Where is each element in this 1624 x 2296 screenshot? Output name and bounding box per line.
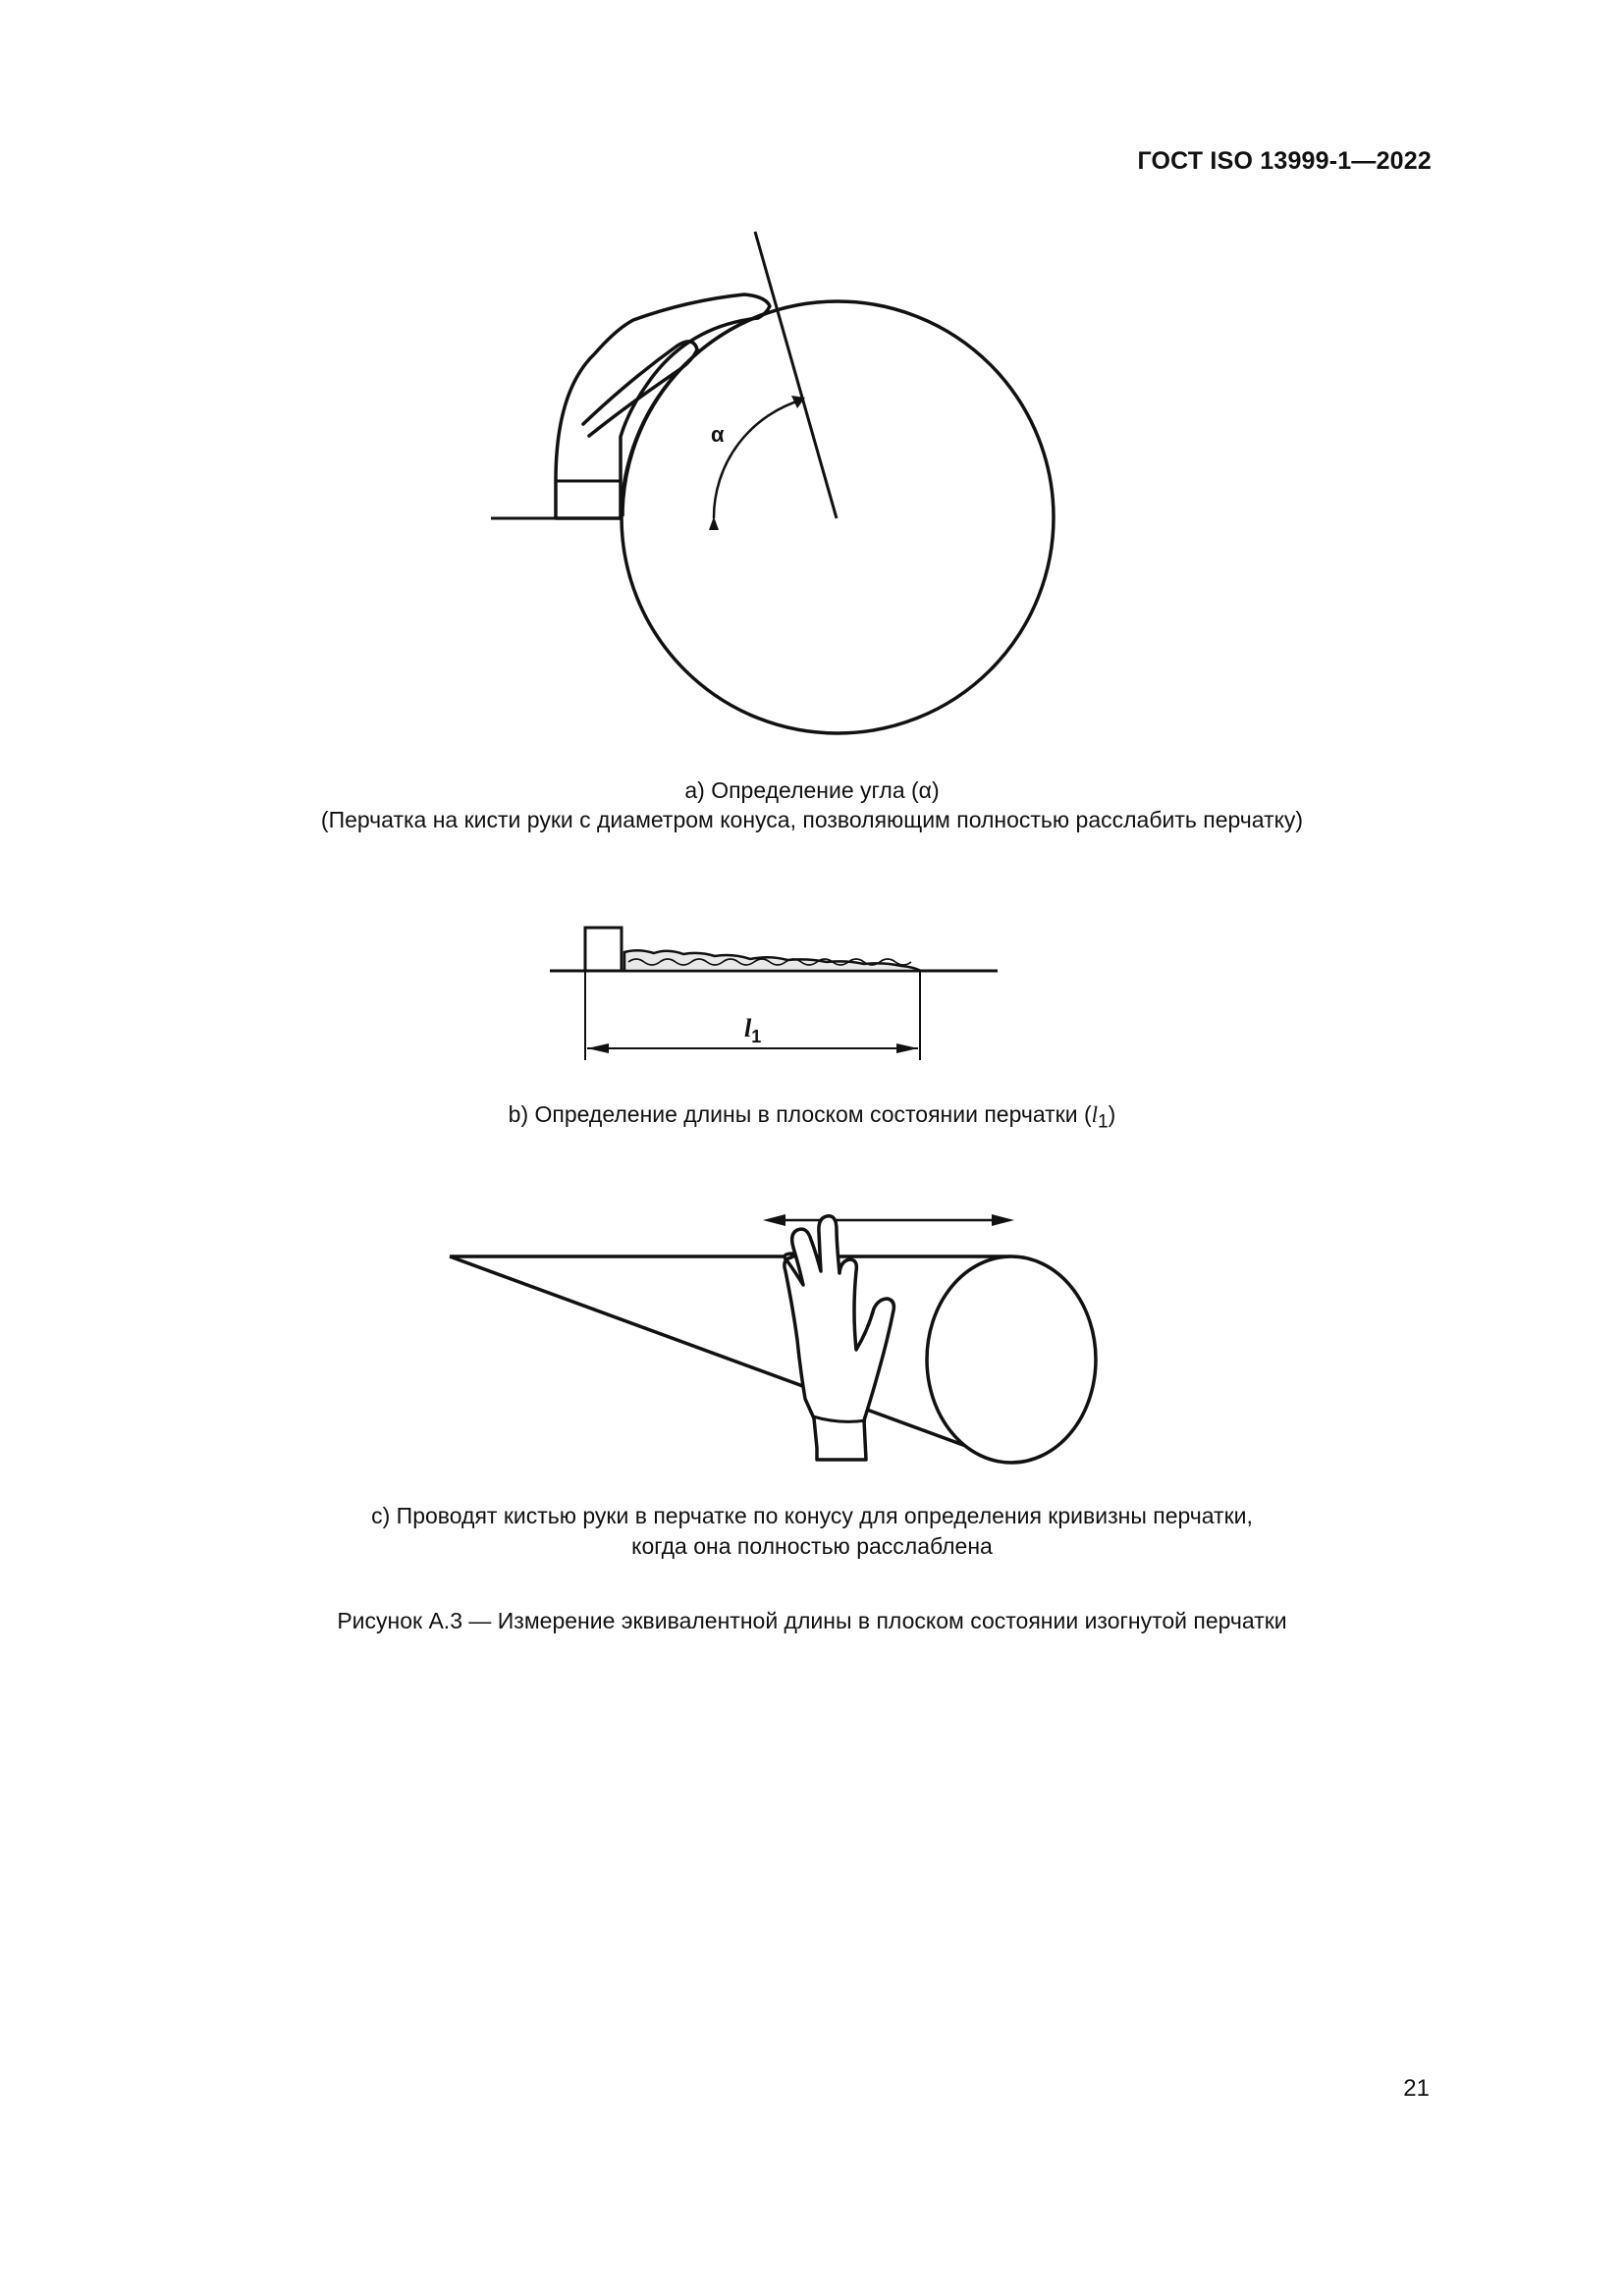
figure-title: Рисунок А.3 — Измерение эквивалентной длины в плоском состоянии изогнутой перчатки — [337, 1608, 1287, 1633]
flat-glove — [624, 950, 921, 971]
figure-b-length-diagram — [0, 913, 1624, 1080]
gloved-hand — [785, 1216, 894, 1460]
figure-c-caption-line1: c) Проводят кистью руки в перчатке по конусу для определения кривизны перчатки, — [371, 1503, 1253, 1528]
figure-b-caption-end: ) — [1108, 1101, 1116, 1127]
page-number: 21 — [1403, 2075, 1430, 2102]
end-stop-block — [585, 928, 622, 971]
figure-b-caption-variable: l — [1091, 1102, 1099, 1127]
document-header-code: ГОСТ ISO 13999-1—2022 — [1137, 147, 1432, 175]
dimension-arrow-right — [896, 1043, 918, 1053]
motion-arrow-left — [763, 1214, 785, 1226]
figure-c-cone-diagram — [0, 1202, 1624, 1497]
motion-arrow-right — [992, 1214, 1014, 1226]
figure-b-caption-subscript: 1 — [1098, 1111, 1109, 1133]
figure-c-caption-line2: когда она полностью расслаблена — [631, 1533, 993, 1559]
figure-a-angle-diagram — [0, 216, 1624, 746]
cone-base-ellipse — [927, 1256, 1096, 1463]
figure-b-caption — [0, 1097, 1624, 1140]
dimension-arrow-left — [587, 1043, 609, 1053]
length-l1-label: l1 — [744, 1014, 762, 1046]
angle-alpha-label: α — [711, 422, 725, 447]
figure-a-caption-line2: (Перчатка на кисти руки с диаметром конуса, позволяющим полностью расслабить перчатку) — [320, 807, 1304, 832]
figure-b-caption-text: b) Определение длины в плоском состоянии перчатки ( — [508, 1101, 1092, 1127]
figure-a-caption-line1: a) Определение угла (α) — [684, 777, 940, 803]
